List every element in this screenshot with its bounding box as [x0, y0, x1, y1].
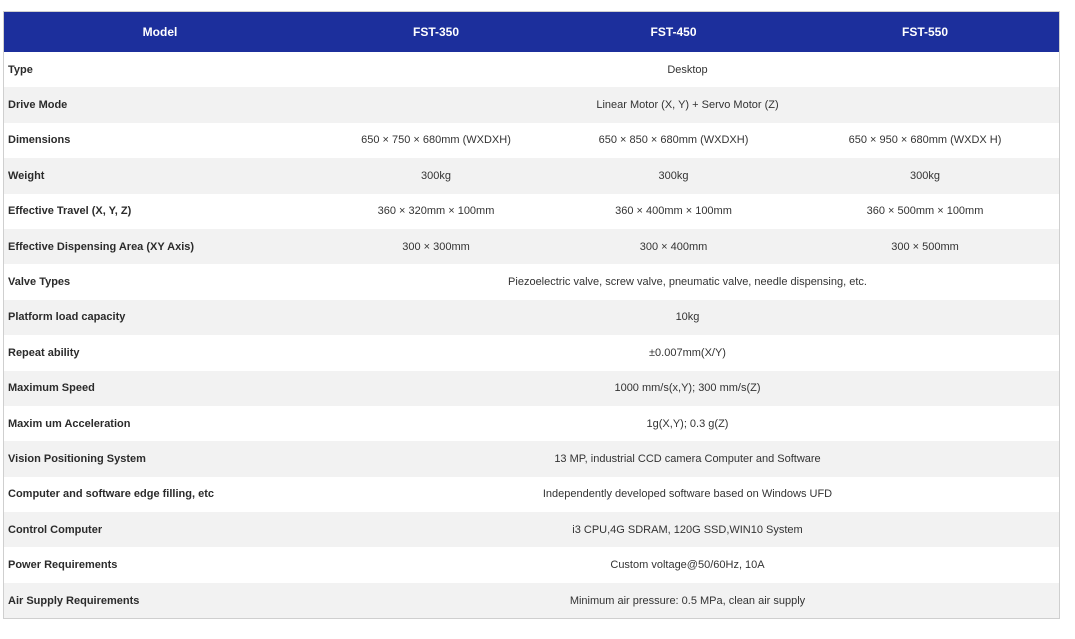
row-value-fst-550: 650 × 950 × 680mm (WXDX H) [848, 134, 1002, 147]
table-row [4, 229, 1059, 264]
table-row [4, 87, 1059, 122]
table-header [4, 12, 1059, 52]
row-label: Valve Types [8, 276, 71, 289]
row-value-merged: ±0.007mm(X/Y) [649, 346, 726, 359]
row-label: Type [8, 63, 33, 76]
row-value-merged: i3 CPU,4G SDRAM, 120G SSD,WIN10 System [572, 523, 803, 536]
header-fst-450: FST-450 [650, 25, 697, 39]
row-label: Computer and software edge filling, etc [8, 488, 214, 501]
spec-table [4, 12, 1059, 618]
row-value-fst-550: 360 × 500mm × 100mm [866, 205, 984, 218]
table-row [4, 512, 1059, 547]
table-row [4, 406, 1059, 441]
row-value-merged: Minimum air pressure: 0.5 MPa, clean air supply [569, 594, 806, 607]
row-value-fst-350: 300 × 300mm [402, 240, 470, 253]
table-row [4, 477, 1059, 512]
header-model: Model [142, 25, 178, 39]
row-value-merged: Custom voltage@50/60Hz, 10A [610, 559, 765, 572]
row-label: Platform load capacity [8, 311, 126, 324]
row-value-merged: Linear Motor (X, Y) + Servo Motor (Z) [596, 99, 779, 112]
row-value-merged: Piezoelectric valve, screw valve, pneumatic valve, needle dispensing, etc. [508, 276, 867, 289]
header-fst-350: FST-350 [412, 25, 460, 39]
row-value-fst-350: 300kg [421, 169, 451, 182]
row-value-fst-450: 360 × 400mm × 100mm [615, 205, 732, 218]
row-label: Air Supply Requirements [8, 594, 140, 607]
row-value-merged: 1000 mm/s(x,Y); 300 mm/s(Z) [614, 382, 761, 395]
table-row [4, 264, 1059, 299]
row-label: Power Requirements [8, 559, 118, 572]
row-value-fst-550: 300 × 500mm [891, 240, 959, 253]
row-value-merged: 13 MP, industrial CCD camera Computer and Software [554, 452, 821, 465]
table-row [4, 158, 1059, 193]
header-row [4, 12, 1059, 52]
row-label: Vision Positioning System [8, 452, 146, 465]
row-value-fst-450: 300 × 400mm [639, 240, 708, 253]
table-row [4, 583, 1059, 618]
row-label: Drive Mode [8, 99, 68, 112]
header-fst-550: FST-550 [901, 25, 949, 39]
row-value-fst-350: 360 × 320mm × 100mm [377, 205, 495, 218]
table-row [4, 335, 1059, 370]
table-row [4, 441, 1059, 476]
row-value-merged: 1g(X,Y); 0.3 g(Z) [646, 417, 729, 430]
table-row [4, 547, 1059, 582]
row-label: Dimensions [8, 134, 71, 147]
row-value-fst-350: 650 × 750 × 680mm (WXDXH) [361, 134, 511, 147]
row-label: Effective Travel (X, Y, Z) [8, 205, 132, 218]
row-value-fst-550: 300kg [910, 169, 940, 182]
table-row [4, 371, 1059, 406]
row-label: Maxim um Acceleration [8, 417, 131, 430]
row-value-fst-450: 300kg [658, 169, 689, 182]
table-row [4, 52, 1059, 87]
spec-table-container [3, 11, 1060, 619]
row-label: Maximum Speed [8, 382, 95, 395]
row-label: Control Computer [8, 523, 103, 536]
table-row [4, 300, 1059, 335]
row-value-fst-450: 650 × 850 × 680mm (WXDXH) [598, 134, 749, 147]
row-value-merged: 10kg [675, 311, 700, 324]
table-row [4, 123, 1059, 158]
table-row [4, 194, 1059, 229]
row-value-merged: Independently developed software based on Windows UFD [542, 488, 833, 501]
row-value-merged: Desktop [667, 63, 708, 76]
row-label: Repeat ability [8, 346, 80, 359]
row-label: Weight [8, 169, 45, 182]
table-body [4, 52, 1059, 618]
row-label: Effective Dispensing Area (XY Axis) [8, 240, 195, 253]
